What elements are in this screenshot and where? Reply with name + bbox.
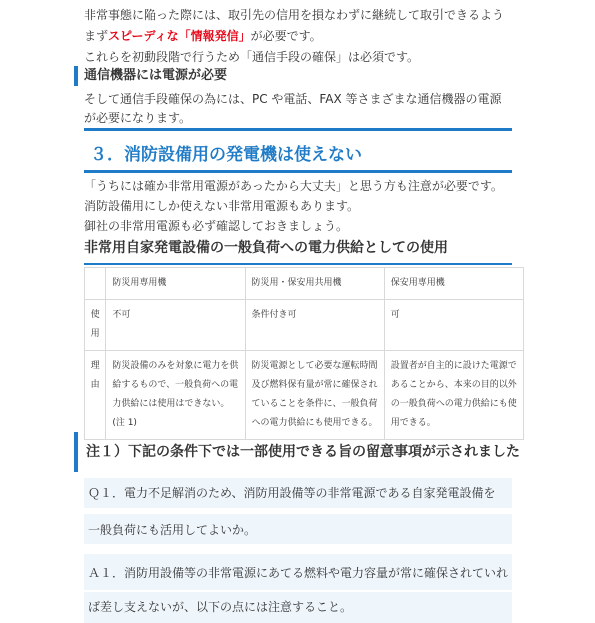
table-row-reason [85, 351, 524, 440]
qa-answer-line-1-box [84, 554, 512, 590]
usage-disaster-only: 不可 [106, 300, 245, 351]
section-3-heading: ３．消防設備用の発電機は使えない [90, 145, 362, 165]
note-heading: 注１）下記の条件下では一部使用できる旨の留意事項が示されました [86, 444, 520, 460]
question-line-2: 一般負荷にも活用してよいか。 [88, 523, 257, 537]
power-heading: 通信機器には電源が必要 [84, 68, 228, 83]
intro-line-2-pre: まず [84, 29, 109, 43]
section-3-line-2: 消防設備用にしか使えない非常用電源もあります。 [84, 199, 360, 213]
usage-shared: 条件付き可 [245, 300, 384, 351]
qa-question-line-1-box [84, 478, 512, 508]
usage-security-only: 可 [384, 300, 523, 351]
qa-question-line-2-box [84, 514, 512, 544]
table-heading-underline [84, 263, 512, 265]
answer-line-1: Ａ１．消防用設備等の非常電源にあてる燃料や電力容量が常に確保されていれ [88, 566, 509, 580]
intro-line-3: これらを初動段階で行うため「通信手段の確保」は必須です。 [84, 50, 420, 64]
qa-answer-line-2-box [84, 592, 512, 623]
question-line-1: Ｑ１．電力不足解消のため、消防用設備等の非常電源である自家発電設備を [88, 486, 496, 500]
column-header-security-only: 保安用専用機 [384, 268, 523, 300]
intro-line-2 [84, 26, 322, 47]
power-line-2: が必要になります。 [84, 111, 192, 125]
column-header-disaster-only: 防災用専用機 [106, 268, 245, 300]
power-line-1: そして通信手段確保の為には、PC や電話、FAX 等さまざまな通信機器の電源 [84, 92, 502, 106]
section-3-line-1: 「うちには確か非常用電源があったから大丈夫」と思う方も注意が必要です。 [84, 179, 503, 193]
reason-disaster-only: 防災設備のみを対象に電力を供給するもので、一般負荷への電力供給には使用はできない。(注 1) [106, 351, 245, 440]
section-3-heading-box [84, 128, 512, 173]
row-label-usage: 使用 [85, 300, 106, 351]
generator-usage-table [84, 267, 524, 440]
row-label-reason: 理由 [85, 351, 106, 440]
column-header-shared: 防災用・保安用共用機 [245, 268, 384, 300]
table-header-row [85, 268, 524, 300]
section-3-line-3: 御社の非常用電源も必ず確認しておきましょう。 [84, 219, 349, 233]
table-heading: 非常用自家発電設備の一般負荷への電力供給としての使用 [84, 240, 448, 256]
intro-line-1: 非常事態に陥った際には、取引先の信用を損なわずに継続して取引できるよう [84, 8, 505, 22]
note-heading-box [74, 432, 520, 472]
reason-shared: 防災電源として必要な運転時間及び燃料保有量が常に確保されていることを条件に、一般負荷への電力供給にも使用できる。 [245, 351, 384, 440]
heading-accent-bar [74, 66, 78, 86]
highlight-info-sending: スピーディな「情報発信」 [108, 29, 251, 43]
table-corner-cell [85, 268, 106, 300]
answer-line-2: ば差し支えないが、以下の点には注意すること。 [88, 600, 353, 614]
table-row-usage [85, 300, 524, 351]
intro-line-2-post: が必要です。 [250, 29, 322, 43]
reason-security-only: 設置者が自主的に設けた電源であることから、本来の目的以外の一般負荷への電力供給にも使用できる。 [384, 351, 523, 440]
